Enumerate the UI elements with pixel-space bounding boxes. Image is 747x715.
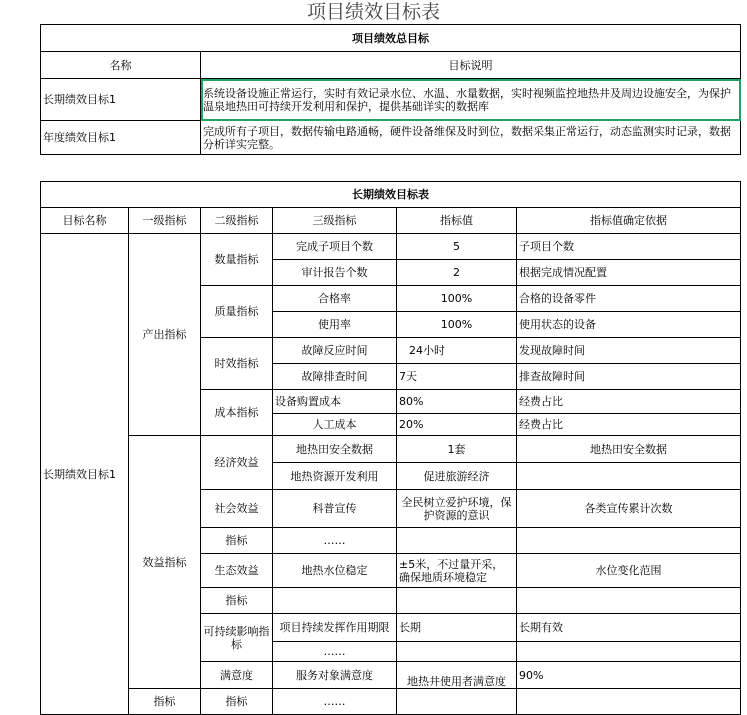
indicator-name-cell[interactable] — [273, 588, 397, 614]
quality-indicator-cell[interactable]: 质量指标 — [201, 286, 273, 338]
indicator-name-cell[interactable]: 完成子项目个数 — [273, 234, 397, 260]
indicator-value-cell[interactable]: 7天 — [397, 364, 517, 390]
indicator-name-cell[interactable]: 审计报告个数 — [273, 260, 397, 286]
annual-goal-label[interactable]: 年度绩效目标1 — [41, 121, 201, 155]
header-level1: 一级指标 — [129, 208, 201, 234]
indicator-label-cell[interactable]: 指标 — [201, 588, 273, 614]
economic-benefit-cell[interactable]: 经济效益 — [201, 436, 273, 490]
indicator-basis-cell[interactable]: 长期有效 — [517, 614, 741, 642]
indicator-label-cell[interactable]: 指标 — [201, 528, 273, 554]
indicator-value-cell[interactable]: 长期 — [397, 614, 517, 642]
timeliness-indicator-cell[interactable]: 时效指标 — [201, 338, 273, 390]
ecological-benefit-cell[interactable]: 生态效益 — [201, 554, 273, 588]
indicator-basis-cell[interactable] — [517, 463, 741, 490]
indicator-name-cell[interactable]: 地热井使用者满意度 — [397, 662, 517, 689]
indicator-label-cell[interactable]: 指标 — [129, 689, 201, 715]
indicator-name-cell[interactable]: 人工成本 — [273, 414, 397, 436]
long-term-goal-text-cell[interactable]: 系统设备设施正常运行，实时有效记录水位、水温、水量数据，实时视频监控地热井及周边设施安全，为保护温泉地热田可持续开发利用和保护，提供基础详实的数据库 — [201, 79, 741, 121]
indicator-basis-cell[interactable]: 经费占比 — [517, 414, 741, 436]
service-satisfaction-cell[interactable]: 服务对象满意度 — [273, 662, 397, 689]
long-term-table-heading: 长期绩效目标表 — [41, 182, 741, 208]
indicator-value-cell[interactable]: 20% — [397, 414, 517, 436]
indicator-name-cell[interactable]: …… — [273, 528, 397, 554]
indicator-name-cell[interactable]: 地热田安全数据 — [273, 436, 397, 463]
indicator-value-cell[interactable] — [397, 528, 517, 554]
long-term-goal-table — [40, 181, 741, 715]
indicator-value-cell[interactable] — [397, 689, 517, 715]
header-level3: 三级指标 — [273, 208, 397, 234]
quantity-indicator-cell[interactable]: 数量指标 — [201, 234, 273, 286]
indicator-basis-cell[interactable] — [517, 642, 741, 662]
indicator-name-cell[interactable]: 故障反应时间 — [273, 338, 397, 364]
header-value: 指标值 — [397, 208, 517, 234]
indicator-value-cell[interactable]: 促进旅游经济 — [397, 463, 517, 490]
indicator-basis-cell[interactable]: 子项目个数 — [517, 234, 741, 260]
sustainability-indicator-cell[interactable]: 可持续影响指标 — [201, 614, 273, 662]
indicator-value-cell[interactable]: ±5米，不过量开采，确保地质环境稳定 — [397, 554, 517, 588]
indicator-basis-cell[interactable] — [517, 689, 741, 715]
indicator-label-cell[interactable]: 指标 — [201, 689, 273, 715]
header-target-name: 目标名称 — [41, 208, 129, 234]
description-column-header: 目标说明 — [201, 52, 741, 79]
indicator-value-cell[interactable]: 100% — [397, 286, 517, 312]
indicator-value-cell[interactable]: 24小时 — [397, 338, 517, 364]
header-basis: 指标值确定依据 — [517, 208, 741, 234]
indicator-name-cell[interactable]: 故障排查时间 — [273, 364, 397, 390]
indicator-value-cell[interactable]: 1套 — [397, 436, 517, 463]
social-benefit-cell[interactable]: 社会效益 — [201, 490, 273, 528]
indicator-basis-cell[interactable]: 排查故障时间 — [517, 364, 741, 390]
indicator-value-cell[interactable]: 5 — [397, 234, 517, 260]
annual-goal-text-cell[interactable]: 完成所有子项目，数据传输电路通畅，硬件设备维保及时到位，数据采集正常运行，动态监测实时记录，数据分析详实完整。 — [201, 121, 741, 155]
name-column-header: 名称 — [41, 52, 201, 79]
indicator-value-cell[interactable]: 80% — [397, 390, 517, 414]
document-title: 项目绩效目标表 — [306, 1, 440, 23]
indicator-value-cell[interactable]: 90% — [517, 662, 741, 689]
long-term-goal-label[interactable]: 长期绩效目标1 — [41, 79, 201, 121]
indicator-name-cell[interactable]: 地热资源开发利用 — [273, 463, 397, 490]
indicator-name-cell[interactable]: …… — [273, 689, 397, 715]
indicator-basis-cell[interactable]: 使用状态的设备 — [517, 312, 741, 338]
indicator-basis-cell[interactable]: 水位变化范围 — [517, 554, 741, 588]
indicator-name-cell[interactable]: 合格率 — [273, 286, 397, 312]
indicator-basis-cell[interactable]: 地热田安全数据 — [517, 436, 741, 463]
overall-goal-table — [40, 24, 741, 155]
indicator-value-cell[interactable]: 全民树立爱护环境，保护资源的意识 — [397, 490, 517, 528]
indicator-name-cell[interactable]: 科普宣传 — [273, 490, 397, 528]
indicator-basis-cell[interactable]: 根据完成情况配置 — [517, 260, 741, 286]
output-indicator-cell[interactable]: 产出指标 — [129, 234, 201, 436]
indicator-basis-cell[interactable]: 合格的设备零件 — [517, 286, 741, 312]
indicator-basis-cell[interactable] — [517, 528, 741, 554]
target-name-cell[interactable]: 长期绩效目标1 — [41, 234, 129, 715]
indicator-basis-cell[interactable]: 各类宣传累计次数 — [517, 490, 741, 528]
indicator-value-cell[interactable]: 100% — [397, 312, 517, 338]
indicator-name-cell[interactable]: …… — [273, 642, 397, 662]
overall-goal-heading: 项目绩效总目标 — [41, 25, 741, 52]
indicator-name-cell[interactable]: 设备购置成本 — [273, 390, 397, 414]
indicator-basis-cell[interactable]: 经费占比 — [517, 390, 741, 414]
indicator-value-cell[interactable] — [397, 588, 517, 614]
indicator-basis-cell[interactable]: 发现故障时间 — [517, 338, 741, 364]
header-level2: 二级指标 — [201, 208, 273, 234]
indicator-name-cell[interactable]: 使用率 — [273, 312, 397, 338]
indicator-value-cell[interactable] — [397, 642, 517, 662]
indicator-basis-cell[interactable] — [517, 588, 741, 614]
cost-indicator-cell[interactable]: 成本指标 — [201, 390, 273, 436]
indicator-name-cell[interactable]: 地热水位稳定 — [273, 554, 397, 588]
satisfaction-indicator-cell[interactable]: 满意度 — [201, 662, 273, 689]
indicator-value-cell[interactable]: 2 — [397, 260, 517, 286]
benefit-indicator-cell[interactable]: 效益指标 — [129, 436, 201, 689]
indicator-name-cell[interactable]: 项目持续发挥作用期限 — [273, 614, 397, 642]
